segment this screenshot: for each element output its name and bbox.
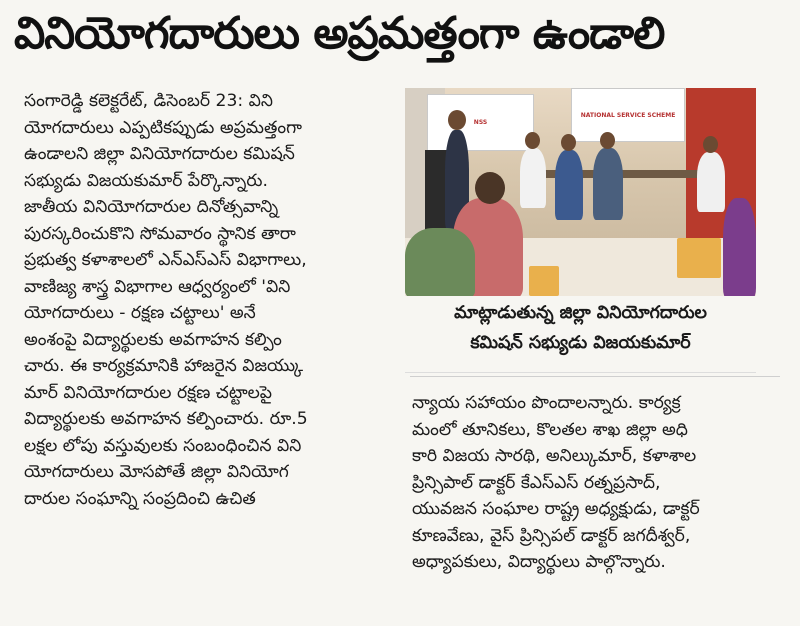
article-line: అధ్యాపకులు, విద్యార్థులు పాల్గొన్నారు. xyxy=(412,552,666,572)
article-line: కూణవేణు, వైస్ ప్రిన్సిపల్ డాక్టర్ జగదీశ్వర్, xyxy=(412,525,691,546)
article-line: పురస్కరించుకొని సోమవారం స్థానిక తారా xyxy=(24,223,296,244)
article-line: న్యాయ సహాయం పొందాలన్నారు. కార్యక్ర xyxy=(412,393,681,413)
article-line: ఉండాలని జిల్లా వినియోగదారుల కమిషన్ xyxy=(24,144,295,164)
photo-guest-3 xyxy=(593,148,623,220)
photo-guest-2 xyxy=(555,150,583,220)
headline: వినియోగదారులు అప్రమత్తంగా ఉండాలి xyxy=(14,8,665,59)
article-line: ప్రిన్సిపాల్ డాక్టర్ కేఎస్ఎస్ రత్నప్రసాద్, xyxy=(412,472,661,493)
caption-line-1: మాట్లాడుతున్న జిల్లా వినియోగదారుల xyxy=(454,303,707,323)
article-line: జాతీయ వినియోగదారుల దినోత్సవాన్ని xyxy=(24,197,279,217)
article-right-column xyxy=(412,390,784,576)
article-line: చారు. ఈ కార్యక్రమానికి హాజరైన విజయ్కు xyxy=(24,356,304,376)
article-left-column xyxy=(24,88,402,512)
photo-speaker-head xyxy=(448,110,466,130)
article-line: సంగారెడ్డి కలెక్టరేట్, డిసెంబర్ 23: విని xyxy=(24,91,273,111)
photo-chair-2 xyxy=(677,238,721,278)
article-line: యోగదారులు ఎప్పటికప్పుడు అప్రమత్తంగా xyxy=(24,117,302,138)
article-line: అంశంపై విద్యార్థులకు అవగాహన కల్పిం xyxy=(24,329,282,350)
photo-audience-2 xyxy=(405,228,475,296)
photo-guest-1 xyxy=(520,148,546,208)
photo-banner-left: NSS xyxy=(427,94,534,151)
photo-banner-right: NATIONAL SERVICE SCHEME xyxy=(571,88,685,142)
photo-guest-4-head xyxy=(703,136,718,153)
article-line: విద్యార్థులకు అవగాహన కల్పించారు. రూ.5 xyxy=(24,409,308,429)
article-line: మంలో తూనికలు, కొలతల శాఖ జిల్లా అధి xyxy=(412,419,688,440)
article-line: యోగదారులు మోసపోతే జిల్లా వినియోగ xyxy=(24,462,289,482)
article-line: మార్ వినియోగదారుల రక్షణ చట్టాలపై xyxy=(24,382,273,403)
news-photo xyxy=(405,88,756,296)
caption-line-2: కమిషన్ సభ్యుడు విజయకుమార్ xyxy=(470,333,691,353)
article-line: ప్రభుత్వ కళాశాలలో ఎన్ఎస్ఎస్ విభాగాలు, xyxy=(24,250,307,270)
article-line: వాణిజ్య శాస్త్ర విభాగాల ఆధ్వర్యంలో 'విని xyxy=(24,276,291,297)
photo-stage-table xyxy=(523,170,723,178)
photo-audience-1-head xyxy=(475,172,505,204)
photo-chair-1 xyxy=(529,266,559,296)
photo-guest-4 xyxy=(697,152,725,212)
photo-guest-1-head xyxy=(525,132,540,149)
photo-guest-2-head xyxy=(561,134,576,151)
article-line: దారుల సంఘాన్ని సంప్రదించి ఉచిత xyxy=(24,488,256,509)
photo-guest-3-head xyxy=(600,132,615,149)
article-line: యోగదారులు - రక్షణ చట్టాలు' అనే xyxy=(24,303,256,323)
article-line: కారి విజయ సారథి, అనిల్కుమార్, కళాశాల xyxy=(412,446,697,466)
photo-caption xyxy=(405,298,756,373)
caption-divider xyxy=(410,376,780,377)
photo-audience-3 xyxy=(723,198,756,296)
article-line: సభ్యుడు విజయకుమార్ పేర్కొన్నారు. xyxy=(24,170,268,191)
article-line: యువజన సంఘాల రాష్ట్ర అధ్యక్షుడు, డాక్టర్ xyxy=(412,499,700,519)
article-line: లక్షల లోపు వస్తువులకు సంబంధించిన విని xyxy=(24,435,302,456)
